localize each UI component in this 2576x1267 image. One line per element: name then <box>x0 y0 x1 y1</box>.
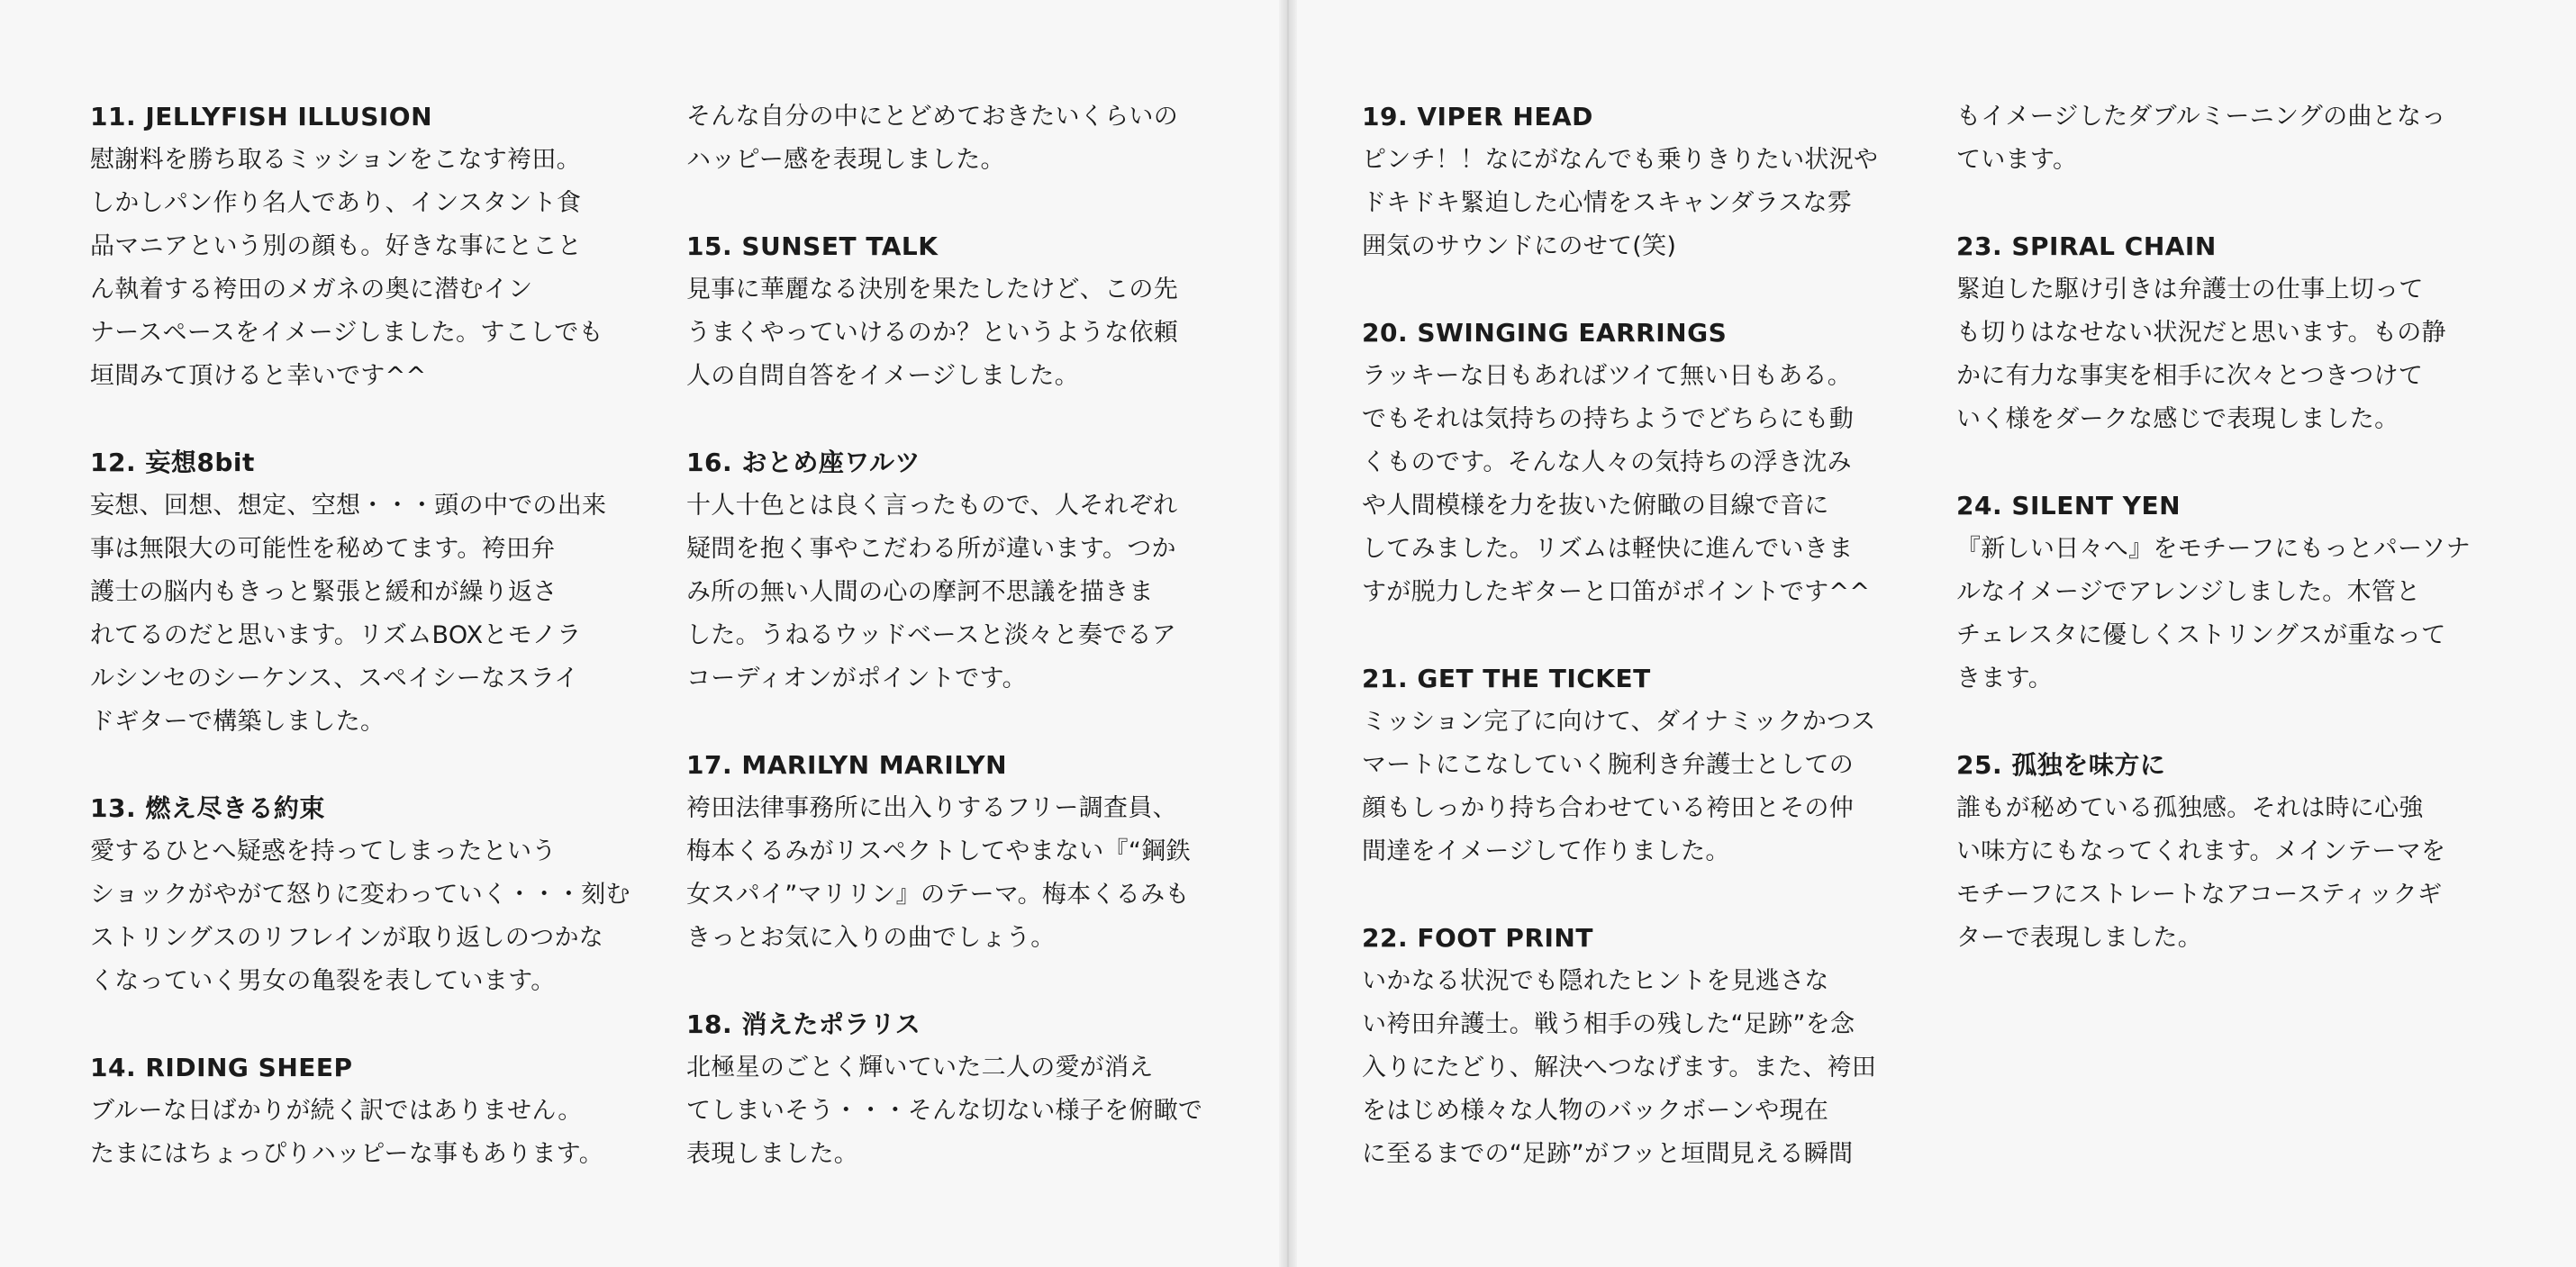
track-21 <box>1362 657 1938 873</box>
track-title: 17. MARILYN MARILYN <box>686 750 1007 780</box>
track-text-line: 慰謝料を勝ち取るミッションをこなす袴田。 <box>90 146 581 174</box>
track-text-line: 袴田法律事務所に出入りするフリー調査員、 <box>686 794 1177 822</box>
track-19 <box>1362 95 1938 268</box>
track-text-line: 入りにたどり、解決へつなげます。また、袴田 <box>1362 1054 1877 1081</box>
track-24 <box>1956 484 2533 701</box>
track-text-line: ブルーな日ばかりが続く訳ではありません。 <box>90 1097 583 1125</box>
track-text-line: い袴田弁護士。戦う相手の残した“足跡”を念 <box>1362 1010 1855 1038</box>
track-text-line: ショックがやがて怒りに変わっていく・・・刻む <box>90 881 630 909</box>
track-text-line: 表現しました。 <box>686 1140 859 1168</box>
track-12 <box>90 441 667 744</box>
track-text-line: も切りはなせない状況だと思います。もの静 <box>1956 319 2446 347</box>
track-text-line: もイメージしたダブルミーニングの曲となっ <box>1956 103 2446 131</box>
track-text-line: マートにこなしていく腕利き弁護士としての <box>1362 751 1854 779</box>
track-15 <box>686 225 1263 398</box>
track-text-line: 品マニアという別の顔も。好きな事にとこと <box>90 232 582 260</box>
track-text-line: 『新しい日々へ』をモチーフにもっとパーソナ <box>1956 535 2471 563</box>
track-text-line: 女スパイ”マリリン』のテーマ。梅本くるみも <box>686 881 1190 909</box>
track-14 <box>90 1046 667 1176</box>
track-18 <box>686 1003 1263 1176</box>
track-text-line: み所の無い人間の心の摩訶不思議を描きま <box>686 578 1154 606</box>
track-text-line: コーディオンがポイントです。 <box>686 665 1027 692</box>
track-text-line: ミッション完了に向けて、ダイナミックかつス <box>1362 708 1876 736</box>
column-4 <box>1956 95 2533 1003</box>
track-text-line: でもそれは気持ちの持ちようでどちらにも動 <box>1362 405 1854 433</box>
track-16 <box>686 441 1263 701</box>
track-text-line: かに有力な事実を相手に次々とつきつけて <box>1956 362 2424 390</box>
track-text-line: くものです。そんな人々の気持ちの浮き沈み <box>1362 448 1852 476</box>
track-title: 14. RIDING SHEEP <box>90 1053 353 1082</box>
track-title: 23. SPIRAL CHAIN <box>1956 231 2217 261</box>
track-text-line: そんな自分の中にとどめておきたいくらいの <box>686 103 1178 131</box>
track-11 <box>90 95 667 398</box>
track-text-line: いく様をダークな感じで表現しました。 <box>1956 405 2399 433</box>
track-text-line: うまくやっていけるのか？というような依頼 <box>686 319 1178 347</box>
track-14-continued <box>686 95 1263 182</box>
track-text-line: 愛するひとへ疑惑を持ってしまったという <box>90 837 557 865</box>
track-title: 13. 燃え尽きる約束 <box>90 793 325 823</box>
track-text-line: ドギターで構築しました。 <box>90 708 385 736</box>
track-text-line: 囲気のサウンドにのせて(笑) <box>1362 232 1677 260</box>
track-text-line: たまにはちょっぴりハッピーな事もあります。 <box>90 1140 604 1168</box>
track-text-line: きます。 <box>1956 665 2054 692</box>
track-text-line: ストリングスのリフレインが取り返しのつかな <box>90 924 604 952</box>
track-text-line: をはじめ様々な人物のバックボーンや現在 <box>1362 1097 1829 1125</box>
track-text-line: くなっていく男女の亀裂を表しています。 <box>90 967 556 995</box>
column-1 <box>90 95 667 1219</box>
track-text-line: しかしパン作り名人であり、インスタント食 <box>90 189 582 217</box>
track-text-line: ハッピー感を表現しました。 <box>686 146 1005 174</box>
track-text-line: 梅本くるみがリスペクトしてやまない『“鋼鉄 <box>686 837 1191 865</box>
track-text-line: してみました。リズムは軽快に進んでいきま <box>1362 535 1854 563</box>
track-text-line: 見事に華麗なる決別を果たしたけど、この先 <box>686 276 1178 303</box>
track-title: 21. GET THE TICKET <box>1362 664 1651 693</box>
track-23 <box>1956 225 2533 441</box>
track-text-line: ピンチ！！なにがなんでも乗りきりたい状況や <box>1362 146 1879 174</box>
track-text-line: れてるのだと思います。リズムBOXとモノラ <box>90 621 582 649</box>
track-text-line: い味方にもなってくれます。メインテーマを <box>1956 837 2446 865</box>
track-text-line: 妄想、回想、想定、空想・・・頭の中での出来 <box>90 492 607 520</box>
track-text-line: 十人十色とは良く言ったもので、人それぞれ <box>686 492 1178 520</box>
column-2 <box>686 95 1263 1219</box>
track-text-line: 垣間みて頂けると幸いです^^ <box>90 362 427 390</box>
track-title: 12. 妄想8bit <box>90 448 255 477</box>
track-22 <box>1362 917 1938 1176</box>
track-title: 19. VIPER HEAD <box>1362 102 1593 131</box>
track-text-line: ルなイメージでアレンジしました。木管と <box>1956 578 2421 606</box>
track-title: 16. おとめ座ワルツ <box>686 448 921 477</box>
track-title: 18. 消えたポラリス <box>686 1009 921 1039</box>
track-text-line: 疑問を抱く事やこだわる所が違います。つか <box>686 535 1176 563</box>
track-title: 20. SWINGING EARRINGS <box>1362 318 1728 348</box>
track-17 <box>686 744 1263 960</box>
track-text-line: 緊迫した駆け引きは弁護士の仕事上切って <box>1956 276 2424 303</box>
track-title: 22. FOOT PRINT <box>1362 923 1593 953</box>
column-3 <box>1362 95 1938 1219</box>
track-text-line: チェレスタに優しくストリングスが重なって <box>1956 621 2446 649</box>
track-text-line: や人間模様を力を抜いた俯瞰の目線で音に <box>1362 492 1829 520</box>
track-text-line: ています。 <box>1956 146 2078 174</box>
track-20 <box>1362 312 1938 614</box>
track-22-continued <box>1956 95 2533 182</box>
track-text-line: ドキドキ緊迫した心情をスキャンダラスな雰 <box>1362 189 1853 217</box>
track-title: 24. SILENT YEN <box>1956 491 2181 520</box>
track-13 <box>90 787 667 1003</box>
track-text-line: ルシンセのシーケンス、スペイシーなスライ <box>90 665 579 692</box>
track-title: 15. SUNSET TALK <box>686 231 939 261</box>
track-text-line: に至るまでの“足跡”がフッと垣間見える瞬間 <box>1362 1140 1854 1168</box>
track-text-line: きっとお気に入りの曲でしょう。 <box>686 924 1056 952</box>
track-25 <box>1956 744 2533 960</box>
track-text-line: モチーフにストレートなアコースティックギ <box>1956 881 2443 909</box>
track-text-line: ナースペースをイメージしました。すこしでも <box>90 319 603 347</box>
track-text-line: した。うねるウッドベースと淡々と奏でるア <box>686 621 1177 649</box>
track-text-line: 護士の脳内もきっと緊張と緩和が繰り返さ <box>90 578 558 606</box>
track-text-line: 間達をイメージして作りました。 <box>1362 837 1730 865</box>
track-text-line: ラッキーな日もあればツイて無い日もある。 <box>1362 362 1853 390</box>
track-title: 25. 孤独を味方に <box>1956 750 2166 780</box>
track-text-line: 誰もが秘めている孤独感。それは時に心強 <box>1956 794 2424 822</box>
track-text-line: ターで表現しました。 <box>1956 924 2202 952</box>
track-text-line: てしまいそう・・・そんな切ない様子を俯瞰で <box>686 1097 1203 1125</box>
track-text-line: すが脱力したギターと口笛がポイントです^^ <box>1362 578 1871 606</box>
track-text-line: ん執着する袴田のメガネの奥に潜むイン <box>90 276 533 303</box>
track-text-line: いかなる状況でも隠れたヒントを見逃さな <box>1362 967 1829 995</box>
track-text-line: 北極星のごとく輝いていた二人の愛が消え <box>686 1054 1154 1081</box>
track-text-line: 事は無限大の可能性を秘めてます。袴田弁 <box>90 535 556 563</box>
track-text-line: 顔もしっかり持ち合わせている袴田とその仲 <box>1362 794 1854 822</box>
track-title: 11. JELLYFISH ILLUSION <box>90 102 433 131</box>
track-text-line: 人の自問自答をイメージしました。 <box>686 362 1079 390</box>
page-gutter <box>1279 0 1297 1267</box>
